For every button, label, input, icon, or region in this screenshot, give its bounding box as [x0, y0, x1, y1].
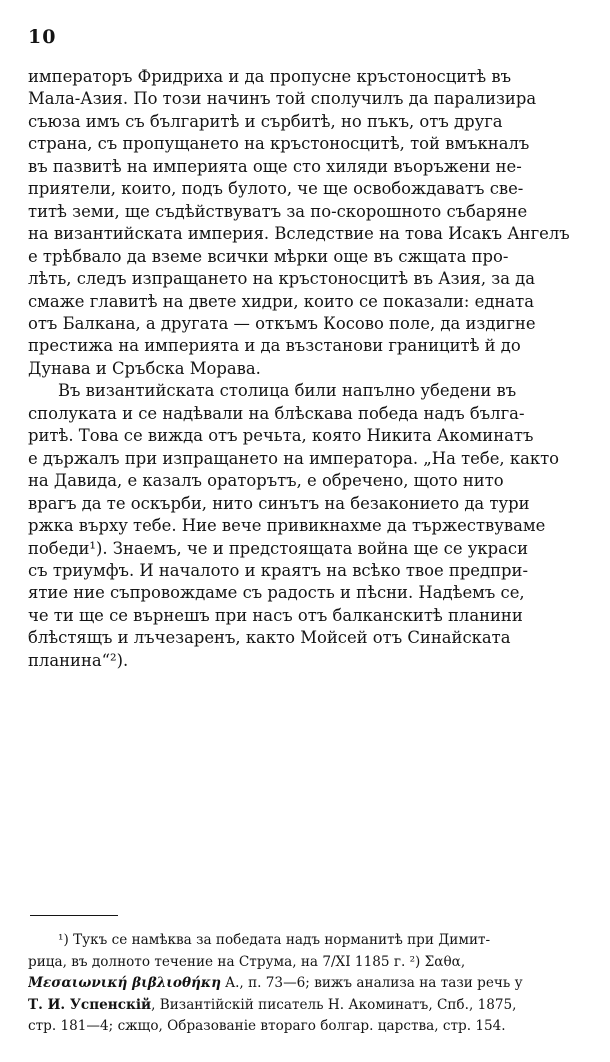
main-text — [28, 66, 600, 672]
text-line: сполуката и се надѣвали на блѣскава победа надъ бълга- — [28, 403, 525, 423]
text-line: титѣ земи, ще съдѣйствуватъ за по-скорошното събаряне — [28, 201, 528, 221]
text-line: отъ Балкана, а другата — откъмъ Косово поле, да издигне — [28, 313, 536, 333]
text-line: врагъ да те оскърби, нито синътъ на безаконието да тури — [28, 493, 530, 513]
page-number: 10 — [28, 26, 57, 48]
text-line: Въ византийската столица били напълно убедени въ — [58, 381, 517, 401]
text-line: въ пазвитѣ на империята още сто хиляди въоръжени не- — [28, 156, 522, 176]
text-line: ржка върху тебе. Ние вече привикнахме да тържествуваме — [28, 516, 546, 536]
footnote-text: Α., п. 73—6; вижъ анализа на тази речь у — [220, 975, 523, 992]
text-line: на византийската империя. Вследствие на това Исакъ Ангелъ — [28, 224, 570, 244]
author-name: Т. И. Успенскій — [28, 996, 152, 1013]
text-line: лѣть, следъ изпращането на кръстоносцитѣ въ Азия, за да — [28, 269, 536, 289]
footnote-text: , Византійскій писатель Н. Акоминатъ, Спб., 1875, — [151, 996, 517, 1013]
text-line: планина“²). — [28, 650, 129, 670]
text-line: е трѣбвало да вземе всички мѣрки още въ сжщата про- — [28, 246, 509, 266]
footnote-line: ¹) Тукъ се намѣква за победата надъ норманитѣ при Димит- — [58, 932, 491, 948]
text-line: приятели, които, подъ булото, че ще освобождаватъ све- — [28, 179, 524, 199]
text-line: съ триумфъ. И началото и краятъ на всѣко твое предпри- — [28, 560, 528, 580]
footnote-line: рица, въ долното течение на Струма, на 7/XI 1185 г. ²) Σαθα, — [28, 953, 466, 970]
text-line: ритѣ. Това се вижда отъ речьта, която Никита Акоминатъ — [28, 426, 534, 446]
text-line: Дунава и Сръбска Морава. — [28, 358, 261, 378]
text-line: ятие ние съпровождаме съ радость и пѣсни. Надѣемъ се, — [28, 583, 525, 603]
text-line: съюза имъ съ българитѣ и сърбитѣ, но пъкъ, отъ друга — [28, 111, 503, 131]
text-line: победи¹). Знаемъ, че и предстоящата война ще се украси — [28, 538, 528, 558]
text-line: смаже главитѣ на двете хидри, които се показали: едната — [28, 291, 534, 311]
text-line: императоръ Фридриха и да пропусне кръстоносцитѣ въ — [28, 67, 511, 86]
text-line: блѣстящъ и лъчезаренъ, както Мойсей отъ Синайската — [28, 628, 511, 648]
text-line: е държалъ при изпращането на императора. „На тебе, както — [28, 448, 560, 468]
text-line: на Давида, е казалъ ораторътъ, е обречено, щото нито — [28, 471, 504, 491]
text-line: Мала-Азия. По този начинъ той сполучилъ да парализира — [28, 89, 537, 109]
footnote-line — [28, 995, 600, 1017]
text-line: страна, съ пропущането на кръстоносцитѣ, той вмъкналъ — [28, 134, 530, 154]
text-line: престижа на империята и да възстанови границитѣ й до — [28, 336, 521, 356]
text-line: че ти ще се върнешъ при насъ отъ балканскитѣ планини — [28, 605, 523, 625]
footnote-line — [28, 973, 600, 995]
footnote-line: стр. 181—4; сжщо, Образованіе втораго болгар. царства, стр. 154. — [28, 1018, 506, 1035]
footnotes — [28, 930, 600, 1038]
footnote-divider — [30, 915, 118, 916]
greek-title: Μεσαιωνική βιβλιοθήκη — [28, 975, 221, 992]
